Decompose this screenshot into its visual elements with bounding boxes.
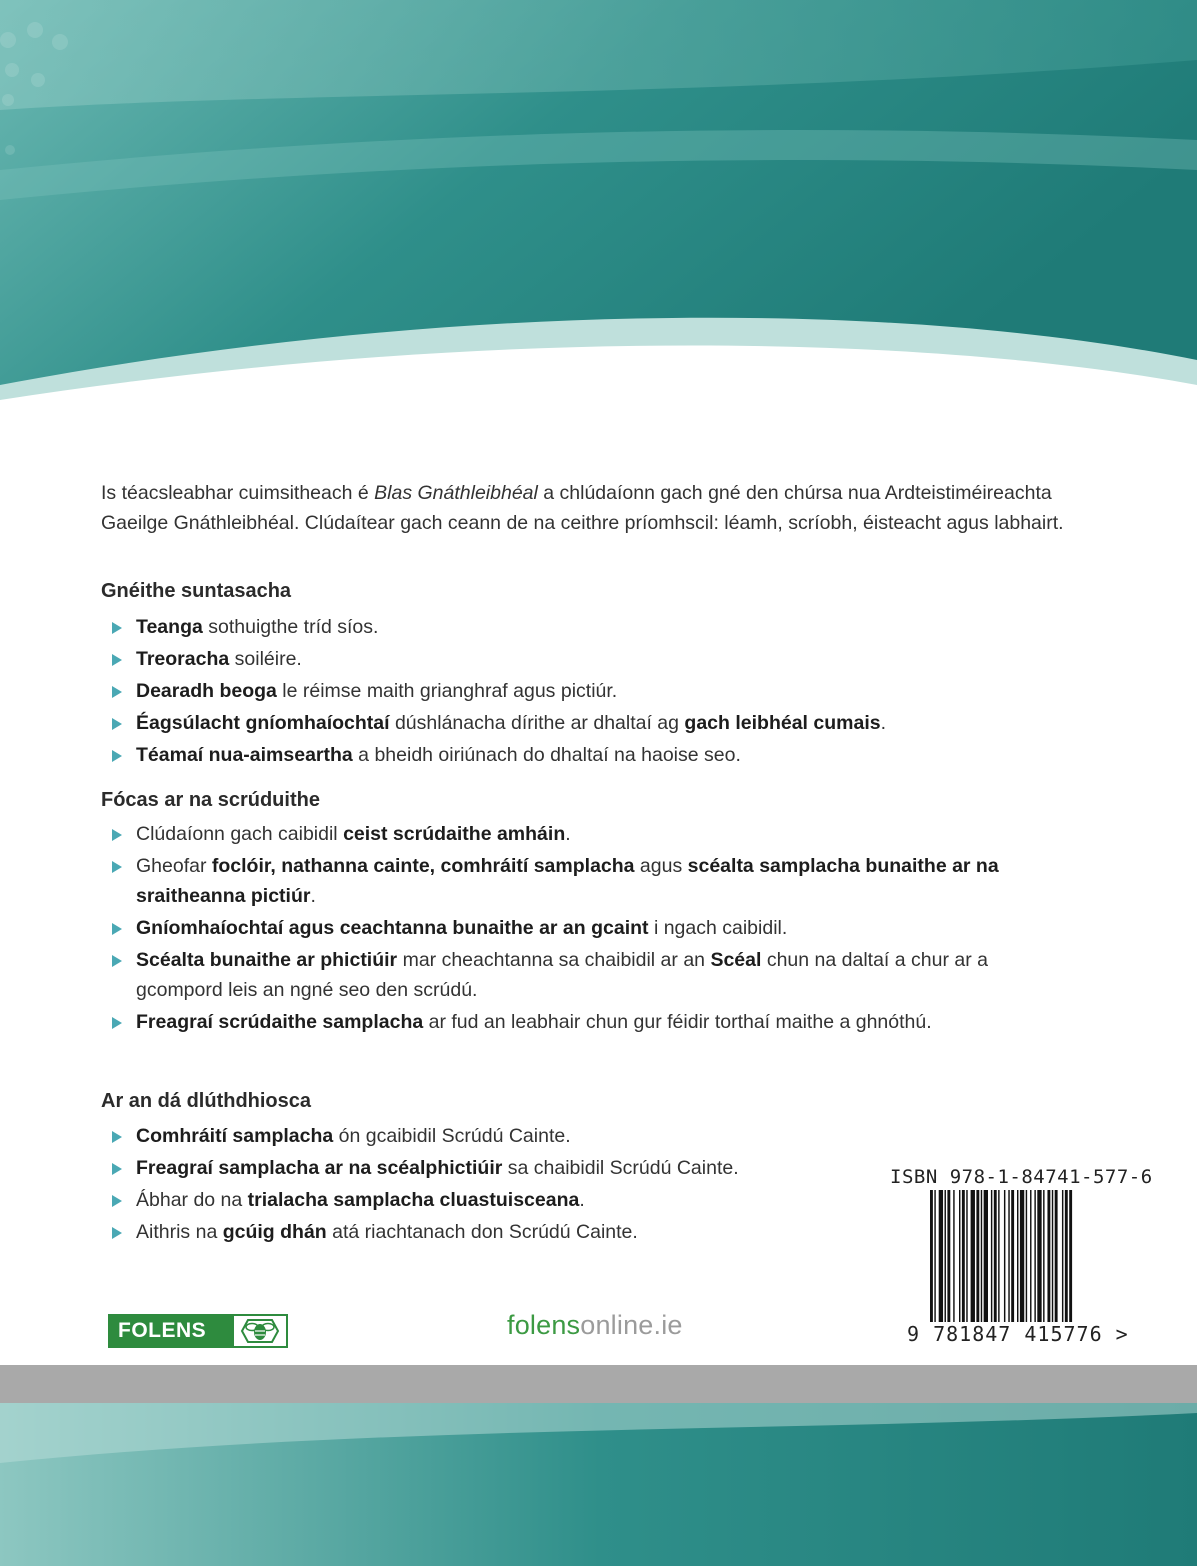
- triangle-bullet-icon: [112, 1017, 122, 1029]
- list-item: [108, 851, 1008, 911]
- text: .: [310, 885, 316, 907]
- book-title: Blas Gnáthleibhéal: [374, 482, 538, 504]
- grey-band: [0, 1365, 1197, 1403]
- isbn-number: ISBN 978-1-84741-577-6: [890, 1166, 1153, 1188]
- bold-text: Freagraí samplacha ar na scéalphictiúir: [136, 1157, 503, 1179]
- bold-text: scéalta samplacha bunaithe ar na sraitheanna pictiúr: [136, 855, 999, 907]
- barcode: [930, 1190, 1115, 1322]
- triangle-bullet-icon: [112, 923, 122, 935]
- text: Aithris na: [136, 1221, 223, 1243]
- folens-logo-text: FOLENS: [118, 1319, 207, 1342]
- website-url: [507, 1310, 683, 1341]
- bold-text: Freagraí scrúdaithe samplacha: [136, 1011, 424, 1033]
- triangle-bullet-icon: [112, 750, 122, 762]
- folens-logo: [108, 1314, 288, 1348]
- text: Gheofar: [136, 855, 212, 877]
- text: Ábhar do na: [136, 1189, 248, 1211]
- bold-text: gach leibhéal cumais: [684, 712, 881, 734]
- triangle-bullet-icon: [112, 622, 122, 634]
- triangle-bullet-icon: [112, 654, 122, 666]
- bold-text: Gníomhaíochtaí agus ceachtanna bunaithe ar an gcaint: [136, 917, 649, 939]
- list-item: [108, 1007, 1008, 1037]
- intro-paragraph: [101, 478, 1101, 538]
- bold-text: Dearadh beoga: [136, 680, 277, 702]
- section-heading-exams: Fócas ar na scrúduithe: [101, 789, 320, 811]
- triangle-bullet-icon: [112, 1131, 122, 1143]
- triangle-bullet-icon: [112, 861, 122, 873]
- triangle-bullet-icon: [112, 686, 122, 698]
- text: i ngach caibidil.: [648, 917, 788, 939]
- text: .: [880, 712, 887, 734]
- text: ón gcaibidil Scrúdú Cainte.: [333, 1125, 571, 1147]
- triangle-bullet-icon: [112, 955, 122, 967]
- text: sa chaibidil Scrúdú Cainte.: [502, 1157, 739, 1179]
- bold-text: Éagsúlacht gníomhaíochtaí: [136, 712, 390, 734]
- bottom-teal-band: [0, 1403, 1197, 1566]
- intro-text-2: a chlúdaíonn gach gné den chúrsa nua Ardteistiméireachta Gaeilge Gnáthleibhéal. Clúdaítear gach ceann de na ceithre príomhscil: léamh, scríobh, éisteacht agus labhairt.: [101, 482, 1064, 534]
- list-item: [108, 740, 1008, 770]
- text: ar fud an leabhair chun gur féidir torthaí maithe a ghnóthú.: [423, 1011, 932, 1033]
- feature-list: [108, 612, 1008, 772]
- list-item: [108, 1217, 1008, 1247]
- bold-text: gcúig dhán: [222, 1221, 327, 1243]
- text: sothuigthe tríd síos.: [202, 616, 379, 638]
- triangle-bullet-icon: [112, 1195, 122, 1207]
- bold-text: Teanga: [136, 616, 203, 638]
- list-item: [108, 676, 1008, 706]
- text: le réimse maith grianghraf agus pictiúr.: [276, 680, 618, 702]
- list-item: [108, 945, 1008, 1005]
- list-item: [108, 819, 1008, 849]
- bold-text: Scéalta bunaithe ar phictiúir: [136, 949, 398, 971]
- section-heading-cds: Ar an dá dlúthdhiosca: [101, 1090, 312, 1112]
- triangle-bullet-icon: [112, 1227, 122, 1239]
- exam-focus-list: [108, 819, 1008, 1039]
- bold-text: Téamaí nua-aimseartha: [136, 744, 353, 766]
- bold-text: Scéal: [710, 949, 762, 971]
- bold-text: foclóir, nathanna cainte, comhráití samplacha: [211, 855, 635, 877]
- text: .: [565, 823, 571, 845]
- text: agus: [634, 855, 688, 877]
- website-part-1: folens: [507, 1310, 581, 1340]
- intro-text-1: Is téacsleabhar cuimsitheach é: [101, 482, 375, 504]
- website-part-2: online.ie: [580, 1310, 683, 1340]
- list-item: [108, 1185, 1008, 1215]
- section-heading-features: Gnéithe suntasacha: [101, 580, 292, 602]
- text: a bheidh oiriúnach do dhaltaí na haoise seo.: [352, 744, 741, 766]
- triangle-bullet-icon: [112, 1163, 122, 1175]
- bee-icon: [234, 1316, 286, 1346]
- text: Clúdaíonn gach caibidil: [136, 823, 344, 845]
- text: dúshlánacha dírithe ar dhaltaí ag: [389, 712, 685, 734]
- triangle-bullet-icon: [112, 718, 122, 730]
- cd-list: [108, 1121, 1008, 1249]
- bold-text: Comhráití samplacha: [136, 1125, 334, 1147]
- triangle-bullet-icon: [112, 829, 122, 841]
- bold-text: Treoracha: [136, 648, 230, 670]
- text: soiléire.: [229, 648, 302, 670]
- text: .: [579, 1189, 585, 1211]
- list-item: [108, 708, 1008, 738]
- list-item: [108, 1121, 1008, 1151]
- text: atá riachtanach don Scrúdú Cainte.: [326, 1221, 638, 1243]
- text: mar cheachtanna sa chaibidil ar an: [397, 949, 711, 971]
- top-teal-banner: [0, 0, 1197, 440]
- text: chun na daltaí a chur ar a gcompord leis an ngné seo den scrúdú.: [136, 949, 988, 1001]
- list-item: [108, 612, 1008, 642]
- list-item: [108, 1153, 1008, 1183]
- list-item: [108, 913, 1008, 943]
- list-item: [108, 644, 1008, 674]
- bold-text: trialacha samplacha cluastuisceana: [247, 1189, 580, 1211]
- barcode-digits: 9 781847 415776 >: [907, 1322, 1129, 1346]
- bold-text: ceist scrúdaithe amháin: [343, 823, 566, 845]
